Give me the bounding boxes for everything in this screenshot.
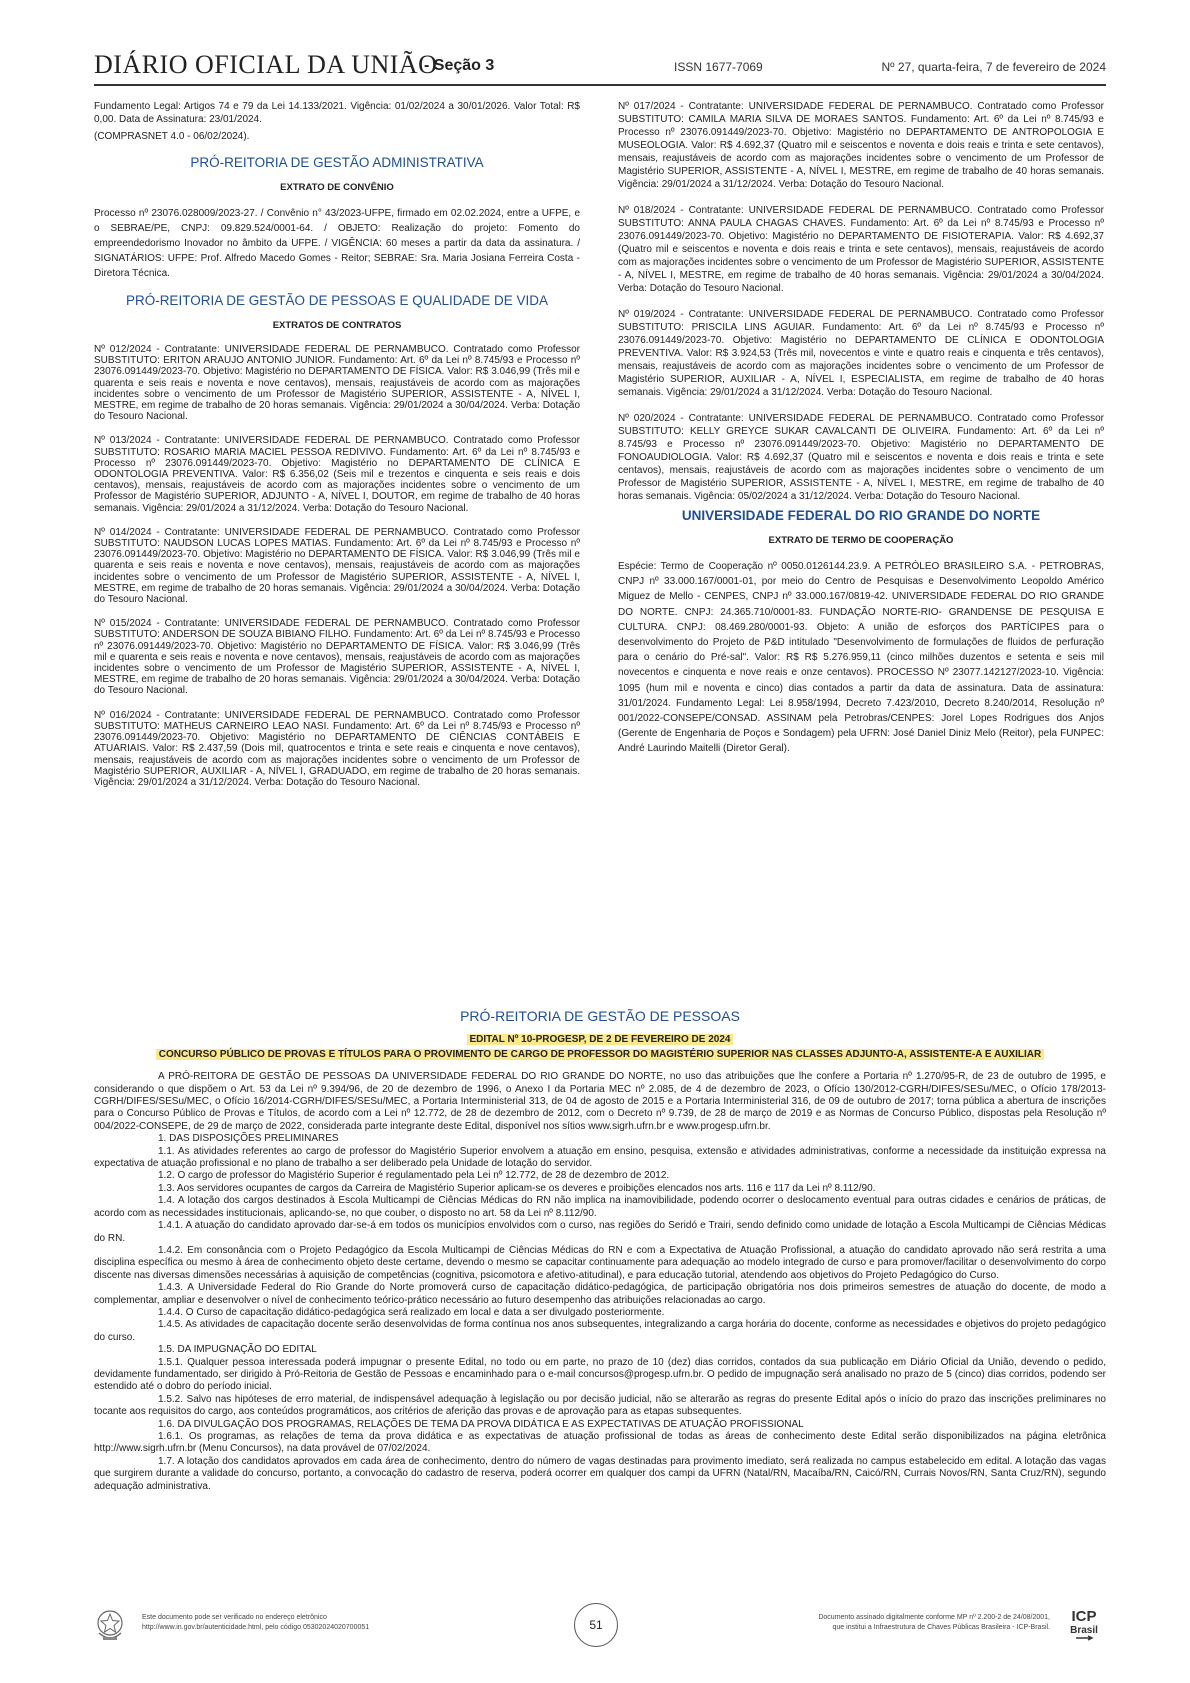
subsection-heading: EXTRATOS DE CONTRATOS [272,320,402,331]
edital-paragraph: 1.3. Aos servidores ocupantes de cargos da Carreira de Magistério Superior aplicam-se os deveres e proibições elencados nos arts. 116 e 117 da Lei nº 8.112/90. [158,1182,876,1194]
right-column [618,100,1104,770]
section-heading: PRÓ-REITORIA DE GESTÃO DE PESSOAS E QUALIDADE DE VIDA [125,293,549,308]
journal-title: DIÁRIO OFICIAL DA UNIÃO [94,50,438,79]
paragraph: Espécie: Termo de Cooperação nº 0050.0126144.23.9. A PETRÓLEO BRASILEIRO S.A. - PETROBRAS, CNPJ nº 33.000.167/0001-01, por meio do Centro de Pesquisas e Desenvolvimento Leopoldo Américo Miguez de Mello - CENPES, CNPJ nº 33.000.167/0819-42. UNIVERSIDADE FEDERAL DO RIO GRANDE DO NORTE. CNPJ: 24.365.710/0001-83. FUNDAÇÃO NORTE-RIO- GRANDENSE DE PESQUISA E CULTURA. CNPJ: 08.469.280/0001-93. Objeto: A união de esforços dos PARTÍCIPES para o desenvolvimento do Projeto de P&D intitulado "Desenvolvimento de formulações de fluidos de perfuração para o cenário do Pré-sal". Valor: R$ R$ 5.276.959,11 (cinco milhões duzentos e setenta e seis mil novecentos e cinquenta e nove reais e onze centavos). PROCESSO Nº 23077.142127/2023-10. Vigência: 1095 (hum mil e noventa e cinco) dias contados a partir da data de assinatura. Data de assinatura: 31/01/2024. Fundamento Legal: Lei 8.958/1994, Decreto 7.423/2010, Decreto 8.240/2014, Resolução nº 001/2022-CONSEPE/CONSAD. ASSINAM pela Petrobras/CENPES: Jorel Lopes Rodrigues dos Anjos (Gerente de Engenharia de Poços e Sondagem) pela UFRN: José Daniel Diniz Melo (Reitor), pela FUNPEC: André Laurindo Maitelli (Diretor Geral). [618,561,1104,755]
section-label: - Seção 3 [424,57,495,74]
edital-paragraph: 1.5. DA IMPUGNAÇÃO DO EDITAL [158,1344,317,1356]
edital-paragraph: 1.4.5. As atividades de capacitação docente serão desenvolvidas de forma contínua nos anos subsequentes, integralizando a carga horária do docente, conforme as necessidades e objetivos do projeto pedagógico do curso. [94,1319,1106,1343]
page-footer [94,1603,1106,1663]
section-heading: UNIVERSIDADE FEDERAL DO RIO GRANDE DO NORTE [681,508,1041,523]
paragraph: (COMPRASNET 4.0 - 06/02/2024). [94,131,250,142]
edital-subtitle: CONCURSO PÚBLICO DE PROVAS E TÍTULOS PARA O PROVIMENTO DE CARGO DE PROFESSOR DO MAGISTÉRIO SUPERIOR NAS CLASSES ADJUNTO-A, ASSISTENTE-A E AUXILIAR [156,1049,1045,1060]
paragraph: Fundamento Legal: Artigos 74 e 79 da Lei 14.133/2021. Vigência: 01/02/2024 a 30/01/2026. Valor Total: R$ 0,00. Data de Assinatura: 23/01/2024. [94,101,580,125]
edital-paragraph: 1.1. As atividades referentes ao cargo de professor do Magistério Superior envolvem a atuação em ensino, pesquisa, extensão e atividades administrativas, conforme a necessidade da instituição expressa na expectativa de atuação profissional e no plano de trabalho a ser deliberado pela Unidade de lotação do servidor. [94,1145,1106,1170]
svg-text:Brasil: Brasil [1070,1625,1098,1636]
page-number: 51 [574,1603,618,1647]
svg-text:ICP: ICP [1071,1608,1097,1625]
contract-extract: Nº 016/2024 - Contratante: UNIVERSIDADE FEDERAL DE PERNAMBUCO. Contratado como Professor SUBSTITUTO: MATHEUS CARNEIRO LEAO NASI. Fundamento: Art. 6º da Lei nº 8.745/93 e Processo nº 23076.091449/2023-70. Objetivo: Magistério no DEPARTAMENTO DE CIÊNCIAS CONTÁBEIS E ATUARIAIS. Valor: R$ 2.437,59 (Dois mil, quatrocentos e trinta e sete reais e cinquenta e nove centavos), mensais, reajustáveis de acordo com as majorações incidentes sobre o vencimento de um Professor de Magistério SUPERIOR, AUXILIAR - A, NÍVEL I, GRADUADO, em regime de trabalho de 20 horas semanais. Vigência: 29/01/2024 a 31/12/2024. Verba: Dotação do Tesouro Nacional. [94,709,580,788]
edital-paragraph: 1.4.3. A Universidade Federal do Rio Grande do Norte promoverá curso de capacitação didático-pedagógica, de participação obrigatória nos dois primeiros semestres de atuação do docente, de modo a complementar, ampliar e desenvolver o nível de conhecimento teórico-prático necessário ao futuro desempenho das atribuições relacionadas ao cargo. [94,1282,1106,1306]
edition-info: Nº 27, quarta-feira, 7 de fevereiro de 2024 [881,60,1106,74]
subsection-heading: EXTRATO DE CONVÊNIO [280,182,394,193]
edital-paragraph: 1.4. A lotação dos cargos destinados à Escola Multicampi de Ciências Médicas do RN não implica na inamovibilidade, podendo ocorrer o deslocamento eventual para outras cidades e cenários de práticas, de acordo com as necessidades institucionais, aplicando-se, no que couber, o disposto no art. 58 da Lei nº 8.112/90. [94,1195,1106,1219]
paragraph: Processo nº 23076.028009/2023-27. / Convênio n° 43/2023-UFPE, firmado em 02.02.2024, entre a UFPE, e o SEBRAE/PE, CNPJ: 09.829.524/0001-64. / OBJETO: Realização do projeto: Fomento do empreendedorismo Inovador no âmbito da UFPE. / VIGÊNCIA: 60 meses a partir da data da assinatura. / SIGNATÁRIOS: UFPE: Prof. Alfredo Macedo Gomes - Reitor; SEBRAE: Sra. Maria Josiana Ferreira Costa - Diretora Técnica. [94,208,580,279]
verification-text: Este documento pode ser verificado no endereço eletrônico [142,1614,327,1621]
page-header [94,50,1106,86]
signature-notice: que institui a Infraestrutura de Chaves Públicas Brasileira - ICP-Brasil. [832,1624,1050,1631]
edital-paragraph: 1.6. DA DIVULGAÇÃO DOS PROGRAMAS, RELAÇÕES DE TEMA DA PROVA DIDÁTICA E AS EXPECTATIVAS DE ATUAÇÃO PROFISSIONAL [158,1418,804,1430]
section-heading: PRÓ-REITORIA DE GESTÃO ADMINISTRATIVA [190,155,484,170]
signature-notice: Documento assinado digitalmente conforme MP nº 2.200-2 de 24/08/2001, [818,1614,1050,1621]
contract-extract: Nº 012/2024 - Contratante: UNIVERSIDADE FEDERAL DE PERNAMBUCO. Contratado como Professor SUBSTITUTO: ERITON ARAUJO ANTONIO JUNIOR. Fundamento: Art. 6º da Lei nº 8.745/93 e Processo nº 23076.091449/2023-70. Objetivo: Magistério no DEPARTAMENTO DE FÍSICA. Valor: R$ 3.046,99 (Três mil e quarenta e seis reais e noventa e nove centavos), mensais, reajustáveis de acordo com as majorações incidentes sobre o vencimento de um Professor de Magistério SUPERIOR, ASSISTENTE - A, NÍVEL I, MESTRE, em regime de trabalho de 20 horas semanais. Vigência: 29/01/2024 a 30/04/2024. Verba: Dotação do Tesouro Nacional. [94,344,580,423]
contract-extract: Nº 017/2024 - Contratante: UNIVERSIDADE FEDERAL DE PERNAMBUCO. Contratado como Professor SUBSTITUTO: CAMILA MARIA SILVA DE MORAES SANTOS. Fundamento: Art. 6º da Lei nº 8.745/93 e Processo nº 23076.091449/2023-70. Objetivo: Magistério no DEPARTAMENTO DE ANTROPOLOGIA E MUSEOLOGIA. Valor: R$ 4.692,37 (Quatro mil e seiscentos e noventa e dois reais e trinta e sete centavos), mensais, reajustáveis de acordo com as majorações incidentes sobre o vencimento de um Professor de Magistério SUPERIOR, ASSISTENTE - A, NÍVEL I, MESTRE, em regime de trabalho de 40 horas semanais. Vigência: 29/01/2024 a 31/12/2024. Verba: Dotação do Tesouro Nacional. [618,101,1104,190]
edital-paragraph: 1.4.4. O Curso de capacitação didático-pedagógica será realizado em local e data a ser divulgado posteriormente. [158,1306,665,1318]
verification-url: http://www.in.gov.br/autenticidade.html, pelo código 05302024020700051 [142,1624,370,1631]
contract-extract: Nº 020/2024 - Contratante: UNIVERSIDADE FEDERAL DE PERNAMBUCO. Contratado como Professor SUBSTITUTO: KELLY GREYCE SUKAR CAVALCANTI DE OLIVEIRA. Fundamento: Art. 6º da Lei nº 8.745/93 e Processo nº 23076.091449/2023-70. Objetivo: Magistério no DEPARTAMENTO DE FONOAUDIOLOGIA. Valor: R$ 4.692,37 (Quatro mil e seiscentos e noventa e dois reais e trinta e sete centavos), mensais, reajustáveis de acordo com as majorações incidentes sobre o vencimento de um Professor de Magistério SUPERIOR, ASSISTENTE - A, NÍVEL I, MESTRE, em regime de trabalho de 40 horas semanais. Vigência: 05/02/2024 a 31/12/2024. Verba: Dotação do Tesouro Nacional. [618,413,1104,502]
edital-title: EDITAL Nº 10-PROGESP, DE 2 DE FEVEREIRO DE 2024 [467,1034,734,1045]
contract-extract: Nº 014/2024 - Contratante: UNIVERSIDADE FEDERAL DE PERNAMBUCO. Contratado como Professor SUBSTITUTO: NAUDSON LUCAS LOPES MATIAS. Fundamento: Art. 6º da Lei nº 8.745/93 e Processo nº 23076.091449/2023-70. Objetivo: Magistério no DEPARTAMENTO DE FÍSICA. Valor: R$ 3.046,99 (Três mil e quarenta e seis reais e noventa e nove centavos), mensais, reajustáveis de acordo com as majorações incidentes sobre o vencimento de um Professor de Magistério SUPERIOR, ASSISTENTE - A, NÍVEL I, MESTRE, em regime de trabalho de 20 horas semanais. Vigência: 29/01/2024 a 30/04/2024. Verba: Dotação do Tesouro Nacional. [94,526,580,606]
edital-paragraph: 1. DAS DISPOSIÇÕES PRELIMINARES [158,1133,339,1145]
contract-extract: Nº 019/2024 - Contratante: UNIVERSIDADE FEDERAL DE PERNAMBUCO. Contratado como Professor SUBSTITUTO: PRISCILA LINS AGUIAR. Fundamento: Art. 6º da Lei nº 8.745/93 e Processo nº 23076.091449/2023-70. Objetivo: Magistério no DEPARTAMENTO DE CLÍNICA E ODONTOLOGIA PREVENTIVA. Valor: R$ 3.924,53 (Três mil, novecentos e vinte e quatro reais e cinquenta e três centavos), mensais, reajustáveis de acordo com as majorações incidentes sobre o vencimento de um Professor de Magistério SUPERIOR, AUXILIAR - A, NÍVEL I, ESPECIALISTA, em regime de trabalho de 40 horas semanais. Vigência: 29/01/2024 a 31/12/2024. Verba: Dotação do Tesouro Nacional. [618,309,1104,398]
section-heading: PRÓ-REITORIA DE GESTÃO DE PESSOAS [460,1008,740,1024]
contract-extract: Nº 018/2024 - Contratante: UNIVERSIDADE FEDERAL DE PERNAMBUCO. Contratado como Professor SUBSTITUTO: ANNA PAULA CHAGAS CHAVES. Fundamento: Art. 6º da Lei nº 8.745/93 e Processo nº 23076.091449/2023-70. Objetivo: Magistério no DEPARTAMENTO DE FISIOTERAPIA. Valor: R$ 4.692,37 (Quatro mil e seiscentos e noventa e dois reais e trinta e sete centavos), mensais, reajustáveis de acordo com as majorações incidentes sobre o vencimento de um Professor de Magistério SUPERIOR, ASSISTENTE - A, NÍVEL I, MESTRE, em regime de trabalho de 40 horas semanais. Vigência: 29/01/2024 a 30/04/2024. Verba: Dotação do Tesouro Nacional. [618,205,1104,294]
edital-section [94,1010,1106,1493]
edital-paragraph: 1.5.2. Salvo nas hipóteses de erro material, de indispensável adequação à legislação ou por decisão judicial, não se alterarão as regras do presente Edital após o início do prazo das inscrições preliminares no tocante aos requisitos do cargo, aos conteúdos programáticos, aos critérios de aferição das provas e de aprovação para as etapas subsequentes. [94,1393,1106,1418]
coat-of-arms-icon [94,1607,126,1643]
edital-paragraph: A PRÓ-REITORA DE GESTÃO DE PESSOAS DA UNIVERSIDADE FEDERAL DO RIO GRANDE DO NORTE, no uso das atribuições que lhe confere a Portaria nº 1.270/95-R, de 23 de outubro de 1995, e considerando o que dispõem o Art. 53 da Lei nº 9.394/96, de 20 de dezembro de 1996, o Anexo I da Portaria MEC nº 2.085, de 4 de dezembro de 2023, o Ofício 130/2012-CGRH/DIFES/SESu/MEC, o Ofício 178/2013-CGRH/DIFES/SESu/MEC, o Ofício 16/2014-CGRH/DIFES/SESu/MEC, a Portaria Interministerial 313, de 04 de agosto de 2015 e a Portaria Interministerial 316, de 09 de outubro de 2017; torna pública a abertura de inscrições para o Concurso Público de Provas e Títulos, de acordo com a Lei nº 12.772, de 28 de dezembro de 2012, com o Decreto nº 9.739, de 28 de março de 2019 e as Normas de Concurso Público, dispostas pela Resolução nº 004/2022-CONSEPE, de 29 de março de 2022, considerada parte integrante deste Edital, disponível nos sítios www.sigrh.ufrn.br e www.progesp.ufrn.br. [94,1071,1106,1132]
edital-paragraph: 1.5.1. Qualquer pessoa interessada poderá impugnar o presente Edital, no todo ou em parte, no prazo de 10 (dez) dias corridos, contados da sua publicação em Diário Oficial da União, devendo o pedido, devidamente fundamentado, ser dirigido à Pró-Reitoria de Gestão de Pessoas e encaminhado para o e-mail concursos@progesp.ufrn.br. O pedido de impugnação será analisado no prazo de 5 (cinco) dias corridos, podendo ser estendido até o dobro do período inicial. [94,1356,1106,1393]
subsection-heading: EXTRATO DE TERMO DE COOPERAÇÃO [768,535,954,546]
contract-extract: Nº 013/2024 - Contratante: UNIVERSIDADE FEDERAL DE PERNAMBUCO. Contratado como Professor SUBSTITUTO: ROSARIO MARIA MACIEL PESSOA REDIVIVO. Fundamento: Art. 6º da Lei nº 8.745/93 e Processo nº 23076.091449/2023-70. Objetivo: Magistério no DEPARTAMENTO DE CLÍNICA E ODONTOLOGIA PREVENTIVA. Valor: R$ 6.356,02 (Seis mil e trezentos e cinquenta e seis reais e dois centavos), mensais, reajustáveis de acordo com as majorações incidentes sobre o vencimento de um Professor de Magistério SUPERIOR, ADJUNTO - A, NÍVEL I, DOUTOR, em regime de trabalho de 40 horas semanais. Vigência: 29/01/2024 a 31/12/2024. Verba: Dotação do Tesouro Nacional. [94,435,580,514]
edital-paragraph: 1.6.1. Os programas, as relações de tema da prova didática e as expectativas de atuação profissional de todas as áreas de conhecimento deste Edital serão disponibilizados na página eletrônica http://www.sigrh.ufrn.br (Menu Concursos), na data provável de 07/02/2024. [94,1431,1106,1455]
left-column [94,100,580,801]
edital-paragraph: 1.7. A lotação dos candidatos aprovados em cada área de conhecimento, dentro do número de vagas destinadas para provimento imediato, será realizada no campus estabelecido em edital. A lotação das vagas que surgirem durante a validade do concurso, portanto, a convocação do cadastro de reserva, poderá ocorrer em qualquer dos campi da UFRN (Natal/RN, Macaíba/RN, Caicó/RN, Currais Novos/RN, Santa Cruz/RN), segundo adequação administrativa. [94,1455,1106,1492]
edital-paragraph: 1.2. O cargo de professor do Magistério Superior é regulamentado pela Lei nº 12.772, de 28 de dezembro de 2012. [158,1170,670,1182]
edital-paragraph: 1.4.1. A atuação do candidato aprovado dar-se-á em todos os municípios envolvidos com o curso, nas regiões do Seridó e Trairi, sendo definido como unidade de lotação a Escola Multicampi de Ciências Médicas do RN. [94,1220,1106,1244]
issn: ISSN 1677-7069 [674,60,763,74]
icp-brasil-logo-icon [1062,1605,1106,1645]
contract-extract: Nº 015/2024 - Contratante: UNIVERSIDADE FEDERAL DE PERNAMBUCO. Contratado como Professor SUBSTITUTO: ANDERSON DE SOUZA BIBIANO FILHO. Fundamento: Art. 6º da Lei nº 8.745/93 e Processo nº 23076.091449/2023-70. Objetivo: Magistério no DEPARTAMENTO DE FÍSICA. Valor: R$ 3.046,99 (Três mil e quarenta e seis reais e noventa e nove centavos), mensais, reajustáveis de acordo com as majorações incidentes sobre o vencimento de um Professor de Magistério SUPERIOR, ASSISTENTE - A, NÍVEL I, MESTRE, em regime de trabalho de 20 horas semanais. Vigência: 29/01/2024 a 30/04/2024. Verba: Dotação do Tesouro Nacional. [94,618,580,697]
edital-paragraph: 1.4.2. Em consonância com o Projeto Pedagógico da Escola Multicampi de Ciências Médicas do RN e com a Expectativa de Atuação Profissional, a atuação do candidato aprovado não será restrita a uma disciplina específica ou mesmo à área de conhecimento objeto deste certame, devendo o mesmo se capacitar continuamente para adequação ao modelo integrado de curso e para promover/facilitar o desenvolvimento do corpo discente nas diversas dimensões necessárias à aquisição de competências (cognitiva, psicomotora e afetivo-atitudinal), e para educação tutorial, atendendo aos objetivos do Projeto Pedagógico do Curso. [94,1244,1106,1281]
